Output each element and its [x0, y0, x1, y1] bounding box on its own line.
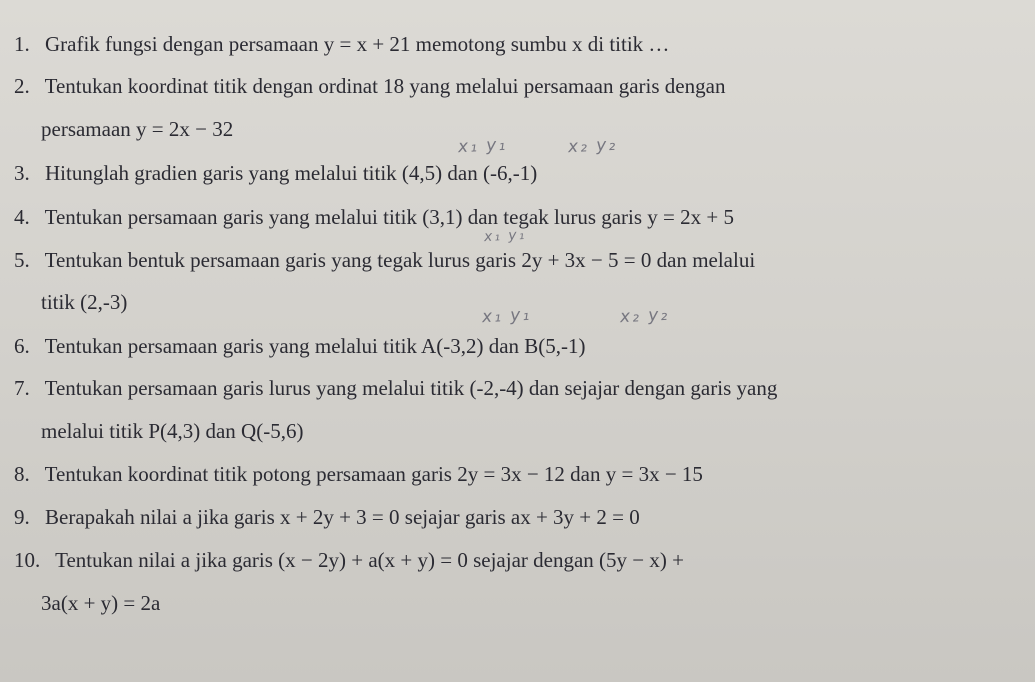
question-text: Berapakah nilai a jika garis x + 2y + 3 = 0 sejajar garis ax + 3y + 2 = 0	[45, 505, 640, 529]
handwritten-note: x₁ y₁	[481, 304, 532, 328]
question-text: Tentukan bentuk persamaan garis yang tegak lurus garis 2y + 3x − 5 = 0 dan melalui	[44, 248, 756, 272]
question-10	[14, 547, 684, 573]
question-text: Hitunglah gradien garis yang melalui titik (4,5) dan (-6,-1)	[45, 161, 538, 185]
question-6	[14, 333, 586, 359]
question-number: 7.	[14, 376, 30, 400]
question-4	[14, 204, 734, 230]
question-text: Tentukan persamaan garis yang melalui titik (3,1) dan tegak lurus garis y = 2x + 5	[44, 205, 734, 229]
handwritten-note: x₁ y₁	[483, 226, 527, 246]
question-text: Tentukan koordinat titik potong persamaan garis 2y = 3x − 12 dan y = 3x − 15	[44, 462, 703, 486]
question-10-continued	[41, 590, 160, 616]
question-5-continued	[41, 289, 127, 315]
question-number: 4.	[14, 205, 30, 229]
handwritten-note: x₂ y₂	[567, 134, 618, 158]
question-text: Tentukan koordinat titik dengan ordinat 18 yang melalui persamaan garis dengan	[44, 74, 726, 98]
question-2	[14, 73, 725, 99]
question-number: 5.	[14, 248, 30, 272]
question-number: 6.	[14, 334, 30, 358]
question-1	[14, 31, 669, 57]
question-7	[14, 375, 777, 401]
question-number: 1.	[14, 32, 30, 56]
question-5	[14, 247, 755, 273]
question-3	[14, 160, 537, 186]
question-text: Tentukan persamaan garis lurus yang melalui titik (-2,-4) dan sejajar dengan garis yang	[44, 376, 778, 400]
question-text: titik (2,-3)	[41, 290, 128, 314]
question-9	[14, 504, 640, 530]
question-number: 9.	[14, 505, 30, 529]
handwritten-note: x₂ y₂	[619, 304, 670, 328]
question-text: melalui titik P(4,3) dan Q(-5,6)	[41, 419, 304, 443]
question-7-continued	[41, 418, 303, 444]
question-text: Tentukan persamaan garis yang melalui titik A(-3,2) dan B(5,-1)	[44, 334, 586, 358]
question-text: 3a(x + y) = 2a	[41, 591, 161, 615]
question-number: 3.	[14, 161, 30, 185]
question-2-continued	[41, 116, 233, 142]
question-text: persamaan y = 2x − 32	[41, 117, 234, 141]
question-number: 8.	[14, 462, 30, 486]
question-8	[14, 461, 703, 487]
question-text: Tentukan nilai a jika garis (x − 2y) + a(x + y) = 0 sejajar dengan (5y − x) +	[55, 548, 684, 572]
question-number: 2.	[14, 74, 30, 98]
question-text: Grafik fungsi dengan persamaan y = x + 21 memotong sumbu x di titik …	[45, 32, 670, 56]
question-number: 10.	[14, 548, 41, 572]
handwritten-note: x₁ y₁	[457, 134, 508, 158]
